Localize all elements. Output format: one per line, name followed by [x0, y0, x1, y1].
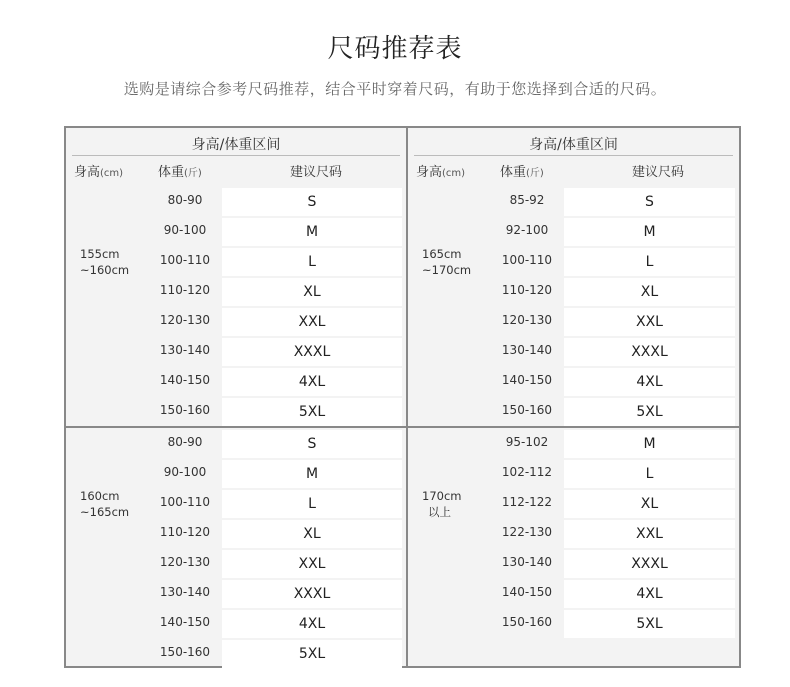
size-cell: XL	[222, 278, 402, 306]
weight-range-cell: 122-130	[501, 525, 553, 539]
size-cell: S	[564, 188, 735, 216]
size-cell: L	[564, 248, 735, 276]
header-divider-line	[72, 155, 400, 156]
column-header-height	[74, 161, 123, 180]
column-header-weight	[158, 161, 202, 180]
size-cell: XXL	[222, 308, 402, 336]
weight-range-cell: 100-110	[159, 253, 211, 267]
weight-range-cell: 80-90	[167, 193, 203, 207]
height-range-line2: ~170cm	[422, 263, 472, 277]
weight-range-cell: 150-160	[159, 645, 211, 659]
size-cell: L	[222, 490, 402, 518]
height-range-line2: 以上	[428, 505, 451, 519]
size-cell: XXXL	[222, 338, 402, 366]
size-cell: 5XL	[222, 640, 402, 668]
height-range-line1: 160cm	[80, 489, 120, 503]
column-header-weight-label: 体重	[158, 165, 185, 180]
table-vertical-divider	[406, 128, 408, 666]
weight-range-cell: 130-140	[501, 555, 553, 569]
size-cell: M	[564, 430, 735, 458]
column-header-weight-unit: (斤)	[526, 168, 544, 179]
column-header-size: 建议尺码	[289, 165, 342, 180]
size-cell: XXXL	[222, 580, 402, 608]
column-header-height-unit: (cm)	[442, 168, 466, 179]
weight-range-cell: 100-110	[159, 495, 211, 509]
height-range-label	[80, 246, 150, 278]
size-cell: L	[564, 460, 735, 488]
column-header-weight-label: 体重	[500, 165, 527, 180]
size-cell: 4XL	[564, 368, 735, 396]
height-range-line2: ~160cm	[80, 263, 130, 277]
header-height-weight-range: 身高/体重区间	[529, 137, 618, 153]
weight-range-cell: 102-112	[501, 465, 553, 479]
header-height-weight-range: 身高/体重区间	[191, 137, 281, 153]
weight-range-cell: 120-130	[159, 313, 211, 327]
size-cell: M	[564, 218, 735, 246]
weight-range-cell: 110-120	[501, 283, 553, 297]
size-cell: XXXL	[564, 550, 735, 578]
column-header-weight	[500, 161, 544, 180]
size-chart-table	[64, 126, 741, 668]
size-cell: M	[222, 218, 402, 246]
size-cell: L	[222, 248, 402, 276]
weight-range-cell: 85-92	[509, 193, 545, 207]
weight-range-cell: 90-100	[163, 223, 207, 237]
size-cell: 4XL	[564, 580, 735, 608]
size-cell: S	[222, 430, 402, 458]
size-cell: 5XL	[564, 610, 735, 638]
height-range-label	[422, 246, 492, 278]
weight-range-cell: 80-90	[167, 435, 203, 449]
column-header-height-unit: (cm)	[100, 168, 124, 179]
weight-range-cell: 150-160	[501, 403, 553, 417]
weight-range-cell: 140-150	[159, 615, 211, 629]
weight-range-cell: 130-140	[159, 585, 211, 599]
weight-range-cell: 92-100	[505, 223, 549, 237]
weight-range-cell: 100-110	[501, 253, 553, 267]
size-cell: XXL	[222, 550, 402, 578]
weight-range-cell: 130-140	[159, 343, 211, 357]
size-cell: XL	[564, 490, 735, 518]
size-cell: XXXL	[564, 338, 735, 366]
page-subtitle: 选购是请综合参考尺码推荐，结合平时穿着尺码，有助于您选择到合适的尺码。	[123, 80, 667, 98]
weight-range-cell: 130-140	[501, 343, 553, 357]
size-cell: XXL	[564, 520, 735, 548]
size-cell: 4XL	[222, 610, 402, 638]
height-range-line1: 170cm	[422, 489, 462, 503]
size-cell: 4XL	[222, 368, 402, 396]
weight-range-cell: 110-120	[159, 525, 211, 539]
weight-range-cell: 140-150	[501, 373, 553, 387]
height-range-line1: 165cm	[422, 247, 462, 261]
weight-range-cell: 140-150	[501, 585, 553, 599]
column-header-size: 建议尺码	[631, 165, 684, 180]
height-range-label	[80, 488, 150, 520]
weight-range-cell: 140-150	[159, 373, 211, 387]
weight-range-cell: 112-122	[501, 495, 553, 509]
size-cell: M	[222, 460, 402, 488]
weight-range-cell: 90-100	[163, 465, 207, 479]
column-header-height-label: 身高	[74, 165, 101, 180]
column-header-weight-unit: (斤)	[184, 168, 202, 179]
height-range-line1: 155cm	[80, 247, 120, 261]
height-range-label	[422, 488, 492, 520]
page-title: 尺码推荐表	[327, 34, 463, 64]
weight-range-cell: 150-160	[159, 403, 211, 417]
column-header-height	[416, 161, 465, 180]
size-cell: XL	[222, 520, 402, 548]
weight-range-cell: 120-130	[159, 555, 211, 569]
weight-range-cell: 110-120	[159, 283, 211, 297]
weight-range-cell: 95-102	[505, 435, 549, 449]
table-horizontal-divider	[66, 426, 739, 428]
weight-range-cell: 120-130	[501, 313, 553, 327]
size-cell: 5XL	[564, 398, 735, 426]
weight-range-cell: 150-160	[501, 615, 553, 629]
column-header-height-label: 身高	[416, 165, 443, 180]
size-cell: XXL	[564, 308, 735, 336]
size-cell: S	[222, 188, 402, 216]
size-cell: 5XL	[222, 398, 402, 426]
header-divider-line	[414, 155, 733, 156]
height-range-line2: ~165cm	[80, 505, 130, 519]
size-cell: XL	[564, 278, 735, 306]
